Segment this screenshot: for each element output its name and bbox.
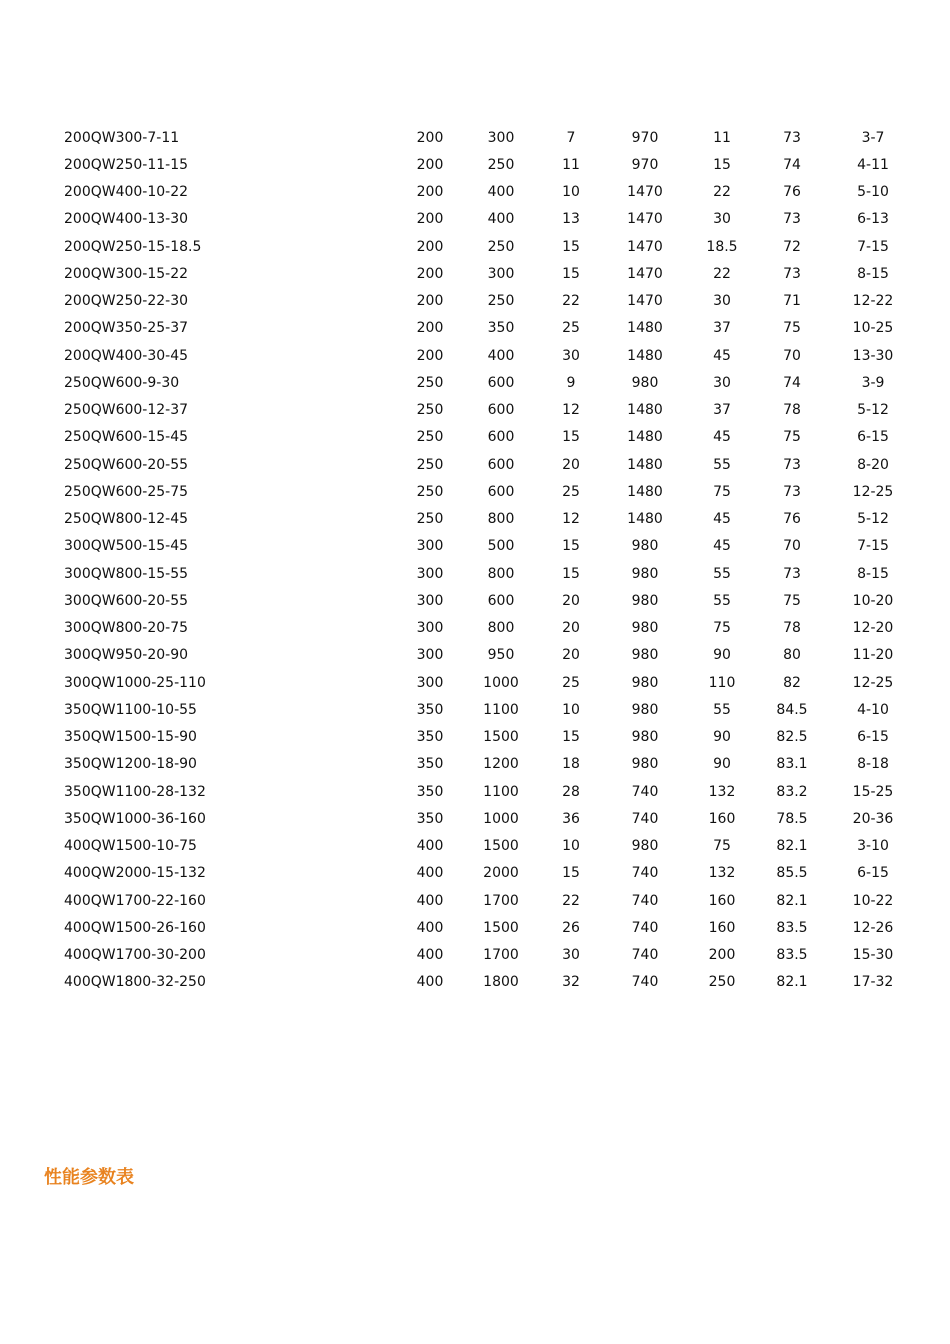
value-cell: 1470: [627, 265, 663, 282]
value-cell: 45: [713, 347, 731, 364]
value-cell: 75: [783, 429, 801, 446]
value-cell: 15-25: [852, 783, 894, 800]
value-cell: 950: [487, 647, 515, 664]
table-row: [64, 914, 922, 941]
value-cell: 30: [562, 347, 580, 364]
model-cell: 300QW600-20-55: [64, 592, 189, 609]
value-cell: 3-10: [857, 838, 889, 855]
value-cell: 6-15: [857, 729, 889, 746]
value-cell: 15: [562, 238, 580, 255]
value-cell: 30: [713, 374, 731, 391]
value-cell: 1480: [627, 456, 663, 473]
model-cell: 200QW250-22-30: [64, 293, 189, 310]
model-cell: 300QW1000-25-110: [64, 674, 206, 691]
value-cell: 400: [416, 919, 444, 936]
model-cell: 250QW800-12-45: [64, 511, 189, 528]
value-cell: 82: [783, 674, 801, 691]
value-cell: 1480: [627, 483, 663, 500]
value-cell: 82.1: [776, 892, 808, 909]
table-row: [64, 805, 922, 832]
value-cell: 70: [783, 538, 801, 555]
value-cell: 250: [487, 156, 515, 173]
value-cell: 200: [416, 156, 444, 173]
value-cell: 200: [708, 947, 736, 964]
value-cell: 800: [487, 620, 515, 637]
value-cell: 17-32: [852, 974, 894, 991]
value-cell: 8-15: [857, 565, 889, 582]
table-row: [64, 669, 922, 696]
value-cell: 73: [783, 483, 801, 500]
value-cell: 200: [416, 129, 444, 146]
value-cell: 1000: [483, 810, 519, 827]
value-cell: 600: [487, 402, 515, 419]
value-cell: 75: [713, 838, 731, 855]
value-cell: 980: [631, 647, 659, 664]
value-cell: 1480: [627, 429, 663, 446]
value-cell: 600: [487, 374, 515, 391]
value-cell: 350: [416, 810, 444, 827]
value-cell: 15: [562, 865, 580, 882]
value-cell: 250: [487, 238, 515, 255]
value-cell: 85.5: [776, 865, 808, 882]
value-cell: 300: [416, 538, 444, 555]
value-cell: 400: [416, 838, 444, 855]
value-cell: 90: [713, 756, 731, 773]
table-row: [64, 533, 922, 560]
value-cell: 250: [487, 293, 515, 310]
value-cell: 1470: [627, 293, 663, 310]
value-cell: 980: [631, 538, 659, 555]
value-cell: 350: [416, 729, 444, 746]
value-cell: 22: [562, 293, 580, 310]
spec-table-body: [64, 124, 922, 996]
value-cell: 55: [713, 456, 731, 473]
value-cell: 20: [562, 647, 580, 664]
value-cell: 250: [416, 429, 444, 446]
value-cell: 15: [562, 565, 580, 582]
value-cell: 3-7: [861, 129, 885, 146]
value-cell: 73: [783, 211, 801, 228]
value-cell: 132: [708, 783, 736, 800]
model-cell: 200QW400-30-45: [64, 347, 189, 364]
value-cell: 250: [416, 511, 444, 528]
table-row: [64, 151, 922, 178]
value-cell: 1100: [483, 783, 519, 800]
value-cell: 980: [631, 592, 659, 609]
value-cell: 20: [562, 620, 580, 637]
value-cell: 45: [713, 429, 731, 446]
model-cell: 200QW300-7-11: [64, 129, 180, 146]
value-cell: 28: [562, 783, 580, 800]
model-cell: 400QW1500-10-75: [64, 838, 197, 855]
value-cell: 300: [416, 565, 444, 582]
table-row: [64, 942, 922, 969]
value-cell: 6-15: [857, 429, 889, 446]
table-row: [64, 833, 922, 860]
value-cell: 980: [631, 620, 659, 637]
value-cell: 132: [708, 865, 736, 882]
value-cell: 300: [416, 674, 444, 691]
value-cell: 350: [487, 320, 515, 337]
value-cell: 600: [487, 429, 515, 446]
value-cell: 73: [783, 129, 801, 146]
value-cell: 82.5: [776, 729, 808, 746]
value-cell: 400: [487, 347, 515, 364]
value-cell: 78.5: [776, 810, 808, 827]
value-cell: 20-36: [852, 810, 894, 827]
value-cell: 300: [487, 129, 515, 146]
value-cell: 83.5: [776, 919, 808, 936]
pump-spec-table: [64, 124, 922, 996]
value-cell: 3-9: [861, 374, 885, 391]
value-cell: 25: [562, 483, 580, 500]
value-cell: 400: [416, 865, 444, 882]
model-cell: 200QW400-13-30: [64, 211, 189, 228]
model-cell: 400QW1700-30-200: [64, 947, 206, 964]
value-cell: 18: [562, 756, 580, 773]
value-cell: 1100: [483, 701, 519, 718]
value-cell: 600: [487, 592, 515, 609]
value-cell: 12-26: [852, 919, 894, 936]
model-cell: 350QW1200-18-90: [64, 756, 197, 773]
model-cell: 250QW600-25-75: [64, 483, 189, 500]
value-cell: 10-25: [852, 320, 894, 337]
table-row: [64, 424, 922, 451]
model-cell: 350QW1100-28-132: [64, 783, 206, 800]
value-cell: 400: [416, 892, 444, 909]
value-cell: 37: [713, 402, 731, 419]
value-cell: 1700: [483, 947, 519, 964]
value-cell: 75: [783, 592, 801, 609]
value-cell: 300: [416, 592, 444, 609]
value-cell: 90: [713, 647, 731, 664]
table-row: [64, 506, 922, 533]
value-cell: 6-13: [857, 211, 889, 228]
value-cell: 300: [487, 265, 515, 282]
value-cell: 1480: [627, 402, 663, 419]
value-cell: 10: [562, 838, 580, 855]
value-cell: 250: [416, 483, 444, 500]
value-cell: 400: [487, 211, 515, 228]
value-cell: 1480: [627, 347, 663, 364]
value-cell: 15: [562, 265, 580, 282]
model-cell: 400QW1800-32-250: [64, 974, 206, 991]
value-cell: 970: [631, 129, 659, 146]
value-cell: 1480: [627, 320, 663, 337]
value-cell: 37: [713, 320, 731, 337]
value-cell: 12: [562, 511, 580, 528]
value-cell: 10: [562, 701, 580, 718]
model-cell: 400QW1500-26-160: [64, 919, 206, 936]
value-cell: 980: [631, 374, 659, 391]
section-title: 性能参数表: [44, 1167, 134, 1188]
value-cell: 5-12: [857, 511, 889, 528]
table-row: [64, 315, 922, 342]
table-row: [64, 615, 922, 642]
value-cell: 740: [631, 783, 659, 800]
value-cell: 350: [416, 701, 444, 718]
table-row: [64, 478, 922, 505]
value-cell: 12-25: [852, 483, 894, 500]
value-cell: 45: [713, 511, 731, 528]
value-cell: 71: [783, 293, 801, 310]
value-cell: 600: [487, 456, 515, 473]
value-cell: 22: [713, 184, 731, 201]
value-cell: 1700: [483, 892, 519, 909]
value-cell: 15: [713, 156, 731, 173]
value-cell: 18.5: [706, 238, 738, 255]
value-cell: 160: [708, 892, 736, 909]
value-cell: 1200: [483, 756, 519, 773]
value-cell: 350: [416, 756, 444, 773]
value-cell: 75: [783, 320, 801, 337]
table-row: [64, 642, 922, 669]
model-cell: 300QW800-15-55: [64, 565, 189, 582]
value-cell: 55: [713, 701, 731, 718]
model-cell: 300QW500-15-45: [64, 538, 189, 555]
value-cell: 13-30: [852, 347, 894, 364]
value-cell: 300: [416, 620, 444, 637]
value-cell: 55: [713, 592, 731, 609]
model-cell: 300QW950-20-90: [64, 647, 189, 664]
value-cell: 12-25: [852, 674, 894, 691]
value-cell: 800: [487, 511, 515, 528]
model-cell: 200QW250-15-18.5: [64, 238, 202, 255]
model-cell: 400QW2000-15-132: [64, 865, 206, 882]
value-cell: 160: [708, 919, 736, 936]
value-cell: 30: [562, 947, 580, 964]
value-cell: 500: [487, 538, 515, 555]
value-cell: 1470: [627, 211, 663, 228]
table-row: [64, 288, 922, 315]
value-cell: 110: [708, 674, 736, 691]
model-cell: 200QW350-25-37: [64, 320, 189, 337]
value-cell: 10-22: [852, 892, 894, 909]
model-cell: 250QW600-12-37: [64, 402, 189, 419]
value-cell: 11: [713, 129, 731, 146]
value-cell: 70: [783, 347, 801, 364]
value-cell: 1800: [483, 974, 519, 991]
value-cell: 200: [416, 293, 444, 310]
table-row: [64, 124, 922, 151]
value-cell: 55: [713, 565, 731, 582]
value-cell: 350: [416, 783, 444, 800]
value-cell: 75: [713, 620, 731, 637]
model-cell: 350QW1100-10-55: [64, 701, 197, 718]
value-cell: 15: [562, 729, 580, 746]
value-cell: 90: [713, 729, 731, 746]
value-cell: 1000: [483, 674, 519, 691]
value-cell: 22: [562, 892, 580, 909]
value-cell: 15-30: [852, 947, 894, 964]
value-cell: 200: [416, 238, 444, 255]
value-cell: 74: [783, 156, 801, 173]
table-row: [64, 369, 922, 396]
value-cell: 5-10: [857, 184, 889, 201]
value-cell: 7: [566, 129, 576, 146]
value-cell: 10-20: [852, 592, 894, 609]
value-cell: 20: [562, 456, 580, 473]
table-row: [64, 969, 922, 996]
value-cell: 980: [631, 674, 659, 691]
value-cell: 15: [562, 538, 580, 555]
table-row: [64, 233, 922, 260]
value-cell: 13: [562, 211, 580, 228]
value-cell: 36: [562, 810, 580, 827]
value-cell: 12-20: [852, 620, 894, 637]
value-cell: 78: [783, 402, 801, 419]
table-row: [64, 206, 922, 233]
value-cell: 12: [562, 402, 580, 419]
value-cell: 30: [713, 293, 731, 310]
value-cell: 73: [783, 456, 801, 473]
value-cell: 12-22: [852, 293, 894, 310]
value-cell: 83.2: [776, 783, 808, 800]
value-cell: 250: [416, 402, 444, 419]
value-cell: 400: [487, 184, 515, 201]
value-cell: 200: [416, 211, 444, 228]
table-row: [64, 587, 922, 614]
model-cell: 200QW300-15-22: [64, 265, 189, 282]
value-cell: 740: [631, 947, 659, 964]
table-row: [64, 397, 922, 424]
value-cell: 740: [631, 865, 659, 882]
model-cell: 350QW1000-36-160: [64, 810, 206, 827]
value-cell: 25: [562, 320, 580, 337]
value-cell: 75: [713, 483, 731, 500]
value-cell: 32: [562, 974, 580, 991]
value-cell: 30: [713, 211, 731, 228]
value-cell: 78: [783, 620, 801, 637]
value-cell: 83.1: [776, 756, 808, 773]
table-row: [64, 887, 922, 914]
value-cell: 200: [416, 265, 444, 282]
value-cell: 20: [562, 592, 580, 609]
table-row: [64, 696, 922, 723]
model-cell: 250QW600-9-30: [64, 374, 180, 391]
table-row: [64, 451, 922, 478]
value-cell: 740: [631, 892, 659, 909]
value-cell: 1470: [627, 184, 663, 201]
value-cell: 11-20: [852, 647, 894, 664]
value-cell: 8-20: [857, 456, 889, 473]
model-cell: 200QW250-11-15: [64, 156, 189, 173]
model-cell: 350QW1500-15-90: [64, 729, 197, 746]
value-cell: 250: [416, 456, 444, 473]
value-cell: 250: [708, 974, 736, 991]
table-row: [64, 260, 922, 287]
value-cell: 84.5: [776, 701, 808, 718]
value-cell: 300: [416, 647, 444, 664]
value-cell: 200: [416, 320, 444, 337]
value-cell: 9: [566, 374, 576, 391]
value-cell: 4-11: [857, 156, 889, 173]
value-cell: 200: [416, 184, 444, 201]
value-cell: 80: [783, 647, 801, 664]
value-cell: 1500: [483, 729, 519, 746]
value-cell: 6-15: [857, 865, 889, 882]
value-cell: 160: [708, 810, 736, 827]
value-cell: 980: [631, 729, 659, 746]
value-cell: 25: [562, 674, 580, 691]
model-cell: 250QW600-20-55: [64, 456, 189, 473]
value-cell: 7-15: [857, 538, 889, 555]
model-cell: 300QW800-20-75: [64, 620, 189, 637]
value-cell: 980: [631, 701, 659, 718]
value-cell: 7-15: [857, 238, 889, 255]
value-cell: 45: [713, 538, 731, 555]
value-cell: 980: [631, 565, 659, 582]
value-cell: 82.1: [776, 838, 808, 855]
value-cell: 980: [631, 756, 659, 773]
table-row: [64, 179, 922, 206]
value-cell: 74: [783, 374, 801, 391]
table-row: [64, 560, 922, 587]
value-cell: 5-12: [857, 402, 889, 419]
value-cell: 73: [783, 565, 801, 582]
value-cell: 72: [783, 238, 801, 255]
value-cell: 2000: [483, 865, 519, 882]
table-row: [64, 778, 922, 805]
value-cell: 250: [416, 374, 444, 391]
value-cell: 740: [631, 919, 659, 936]
value-cell: 600: [487, 483, 515, 500]
value-cell: 8-18: [857, 756, 889, 773]
value-cell: 400: [416, 974, 444, 991]
value-cell: 970: [631, 156, 659, 173]
value-cell: 800: [487, 565, 515, 582]
value-cell: 8-15: [857, 265, 889, 282]
value-cell: 400: [416, 947, 444, 964]
table-row: [64, 342, 922, 369]
table-row: [64, 751, 922, 778]
value-cell: 26: [562, 919, 580, 936]
value-cell: 1480: [627, 511, 663, 528]
value-cell: 15: [562, 429, 580, 446]
value-cell: 4-10: [857, 701, 889, 718]
value-cell: 1500: [483, 838, 519, 855]
value-cell: 11: [562, 156, 580, 173]
value-cell: 10: [562, 184, 580, 201]
value-cell: 76: [783, 511, 801, 528]
value-cell: 73: [783, 265, 801, 282]
value-cell: 200: [416, 347, 444, 364]
model-cell: 200QW400-10-22: [64, 184, 189, 201]
value-cell: 980: [631, 838, 659, 855]
table-row: [64, 860, 922, 887]
value-cell: 740: [631, 810, 659, 827]
table-row: [64, 724, 922, 751]
value-cell: 740: [631, 974, 659, 991]
value-cell: 1500: [483, 919, 519, 936]
value-cell: 22: [713, 265, 731, 282]
value-cell: 82.1: [776, 974, 808, 991]
model-cell: 400QW1700-22-160: [64, 892, 206, 909]
value-cell: 83.5: [776, 947, 808, 964]
value-cell: 1470: [627, 238, 663, 255]
value-cell: 76: [783, 184, 801, 201]
model-cell: 250QW600-15-45: [64, 429, 189, 446]
